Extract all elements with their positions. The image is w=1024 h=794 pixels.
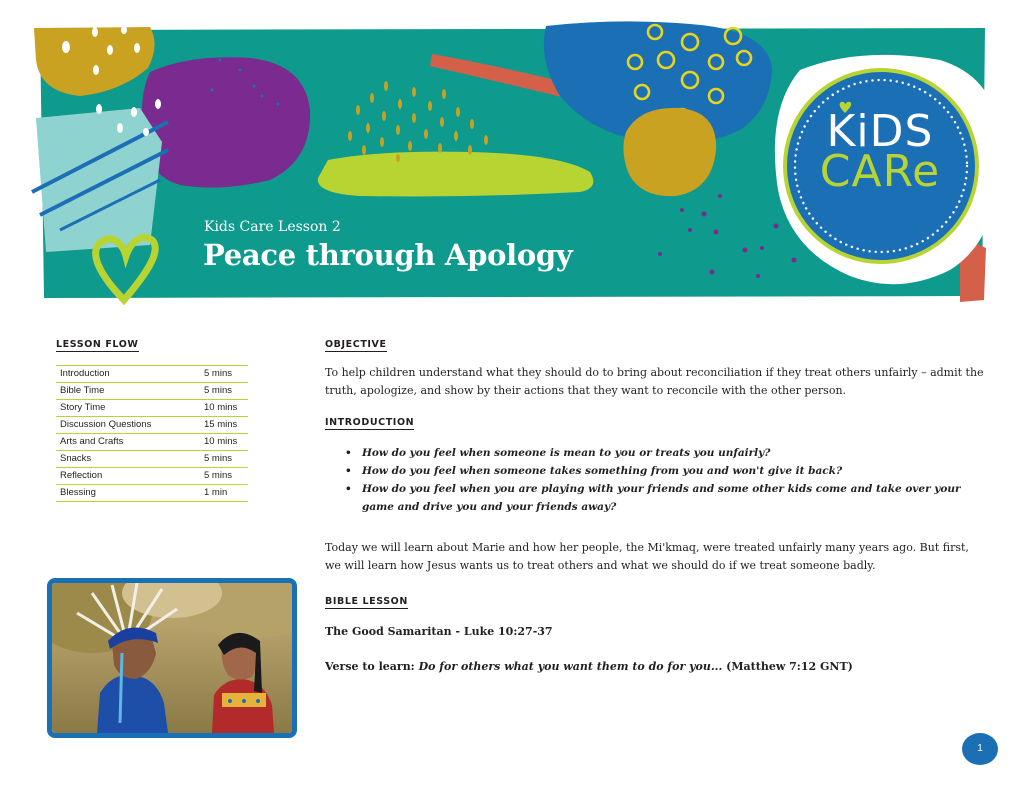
introduction-heading: INTRODUCTION <box>325 417 415 428</box>
lesson-flow-row <box>56 485 248 502</box>
photo-illustration <box>52 583 292 733</box>
lesson-flow-activity: Arts and Crafts <box>56 434 200 451</box>
lesson-flow-table <box>56 365 248 502</box>
lesson-flow-duration: 5 mins <box>200 366 248 383</box>
objective-text: To help children understand what they should do to bring about reconciliation if they treat others unfairly – admit the truth, apologize, and show by their actions that they want to reconcile with the other person. <box>325 366 984 397</box>
bible-lesson-heading: BIBLE LESSON <box>325 596 408 607</box>
bible-passage: The Good Samaritan - Luke 10:27-37 <box>325 625 553 638</box>
lesson-flow-activity: Introduction <box>56 366 200 383</box>
lesson-flow-duration: 15 mins <box>200 417 248 434</box>
lesson-flow-heading: LESSON FLOW <box>56 339 139 350</box>
lesson-flow-duration: 10 mins <box>200 400 248 417</box>
lesson-flow-activity: Reflection <box>56 468 200 485</box>
lesson-flow-row <box>56 366 248 383</box>
logo-line-1: KiDS <box>826 106 934 157</box>
lesson-flow-row <box>56 451 248 468</box>
lesson-flow-row <box>56 417 248 434</box>
lesson-flow-row <box>56 400 248 417</box>
lesson-flow-duration: 10 mins <box>200 434 248 451</box>
lesson-flow-duration: 5 mins <box>200 451 248 468</box>
lesson-title: Peace through Apology <box>203 238 573 272</box>
lesson-flow-activity: Blessing <box>56 485 200 502</box>
header-banner <box>0 0 1024 310</box>
lesson-flow-duration: 5 mins <box>200 383 248 400</box>
question-item: • How do you feel when you are playing with your friends and some other kids come and take over your game and drive you and your friends away? <box>345 480 975 516</box>
logo-line-2: CARe <box>819 146 941 197</box>
verse-to-learn <box>325 658 985 676</box>
verse-label: Verse to learn: <box>325 660 419 673</box>
verse-text: Do for others what you want them to do for you... <box>418 660 723 673</box>
lesson-flow-duration: 5 mins <box>200 468 248 485</box>
lesson-flow-activity: Discussion Questions <box>56 417 200 434</box>
lesson-flow-duration: 1 min <box>200 485 248 502</box>
page-number-badge: 1 <box>962 733 998 765</box>
question-item: • How do you feel when someone takes something from you and won't give it back? <box>345 462 975 480</box>
question-item: • How do you feel when someone is mean to you or treats you unfairly? <box>345 444 975 462</box>
powwow-photo <box>47 578 297 738</box>
introduction-questions <box>345 444 975 516</box>
kids-care-logo <box>790 106 970 197</box>
lesson-flow-activity: Bible Time <box>56 383 200 400</box>
lesson-number: Kids Care Lesson 2 <box>204 219 341 235</box>
objective-heading: OBJECTIVE <box>325 339 387 350</box>
lesson-flow-row <box>56 434 248 451</box>
lesson-flow-activity: Snacks <box>56 451 200 468</box>
verse-reference: (Matthew 7:12 GNT) <box>722 660 853 673</box>
lesson-flow-row <box>56 383 248 400</box>
lesson-flow-row <box>56 468 248 485</box>
introduction-paragraph: Today we will learn about Marie and how her people, the Mi'kmaq, were treated unfairly many years ago. But first, we will learn how Jesus wants us to treat others and what we should do if we treat someone badly. <box>325 541 969 572</box>
lesson-flow-activity: Story Time <box>56 400 200 417</box>
